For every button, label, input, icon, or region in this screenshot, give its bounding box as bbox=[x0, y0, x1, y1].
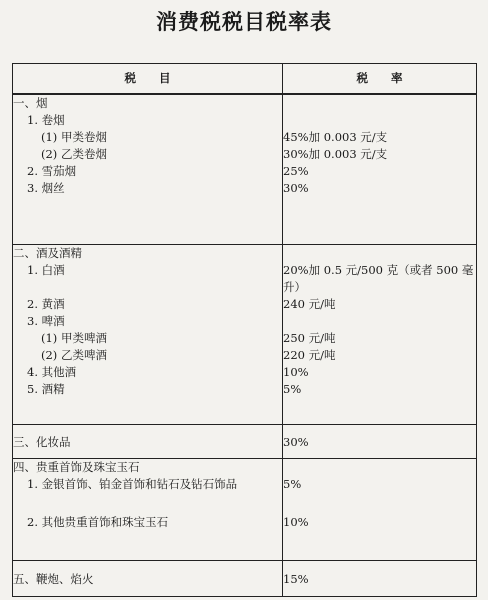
item-text: 3. 烟丝 bbox=[27, 181, 65, 195]
table-row bbox=[13, 94, 477, 244]
rate-text: 30%加 0.003 元/支 bbox=[283, 147, 388, 161]
item-cell bbox=[13, 458, 283, 560]
item-text: 2. 黄酒 bbox=[27, 296, 65, 311]
table-row bbox=[13, 560, 477, 596]
tax-rate-table bbox=[12, 63, 477, 597]
item-text: 1. 白酒 bbox=[27, 262, 65, 277]
rate-text bbox=[283, 313, 476, 330]
item-text: (2) 乙类啤酒 bbox=[41, 347, 107, 362]
rate-cell bbox=[283, 424, 477, 458]
rate-text: 5% bbox=[283, 476, 302, 491]
page-title: 消费税税目税率表 bbox=[156, 10, 332, 34]
table-row bbox=[13, 458, 477, 560]
item-cell bbox=[13, 424, 283, 458]
rate-text bbox=[283, 95, 476, 112]
item-text: 5. 酒精 bbox=[27, 381, 65, 396]
rate-text bbox=[283, 245, 476, 262]
item-text: 4. 其他酒 bbox=[27, 364, 77, 379]
rate-text: 15% bbox=[283, 571, 309, 586]
item-text: (1) 甲类啤酒 bbox=[41, 330, 107, 345]
item-cell bbox=[13, 94, 283, 244]
item-text: (2) 乙类卷烟 bbox=[41, 147, 107, 161]
rate-text: 220 元/吨 bbox=[283, 347, 336, 362]
item-text: 四、贵重首饰及珠宝玉石 bbox=[13, 459, 140, 474]
rate-cell bbox=[283, 560, 477, 596]
rate-text: 250 元/吨 bbox=[283, 330, 336, 345]
table-header-row bbox=[13, 64, 477, 95]
rate-text: 30% bbox=[283, 181, 309, 195]
table-row bbox=[13, 244, 477, 424]
header-rate: 税 率 bbox=[283, 64, 477, 95]
item-text: 3. 啤酒 bbox=[27, 313, 65, 328]
item-text: 1. 卷烟 bbox=[27, 113, 65, 127]
rate-text: 20%加 0.5 元/500 克（或者 500 毫升） bbox=[283, 262, 474, 294]
rate-cell bbox=[283, 94, 477, 244]
rate-text: 30% bbox=[283, 434, 309, 449]
item-text: 五、鞭炮、焰火 bbox=[13, 571, 94, 586]
item-text: 1. 金银首饰、铂金首饰和钻石及钻石饰品 bbox=[27, 476, 238, 491]
item-text: 三、化妆品 bbox=[13, 434, 71, 449]
rate-text: 240 元/吨 bbox=[283, 296, 336, 311]
item-cell bbox=[13, 244, 283, 424]
rate-cell bbox=[283, 244, 477, 424]
rate-text bbox=[283, 459, 476, 476]
item-text: 2. 雪茄烟 bbox=[27, 164, 77, 178]
rate-text: 25% bbox=[283, 164, 309, 178]
rate-text: 5% bbox=[283, 381, 302, 396]
rate-cell bbox=[283, 458, 477, 560]
item-text: (1) 甲类卷烟 bbox=[41, 130, 107, 144]
table-row bbox=[13, 424, 477, 458]
rate-text: 10% bbox=[283, 364, 309, 379]
item-text: 二、酒及酒精 bbox=[13, 245, 82, 260]
header-item: 税 目 bbox=[13, 64, 283, 95]
rate-text: 45%加 0.003 元/支 bbox=[283, 130, 388, 144]
rate-text bbox=[283, 112, 476, 129]
rate-text: 10% bbox=[283, 514, 309, 529]
item-cell bbox=[13, 560, 283, 596]
item-text: 一、烟 bbox=[13, 96, 48, 110]
item-text: 2. 其他贵重首饰和珠宝玉石 bbox=[27, 514, 169, 529]
